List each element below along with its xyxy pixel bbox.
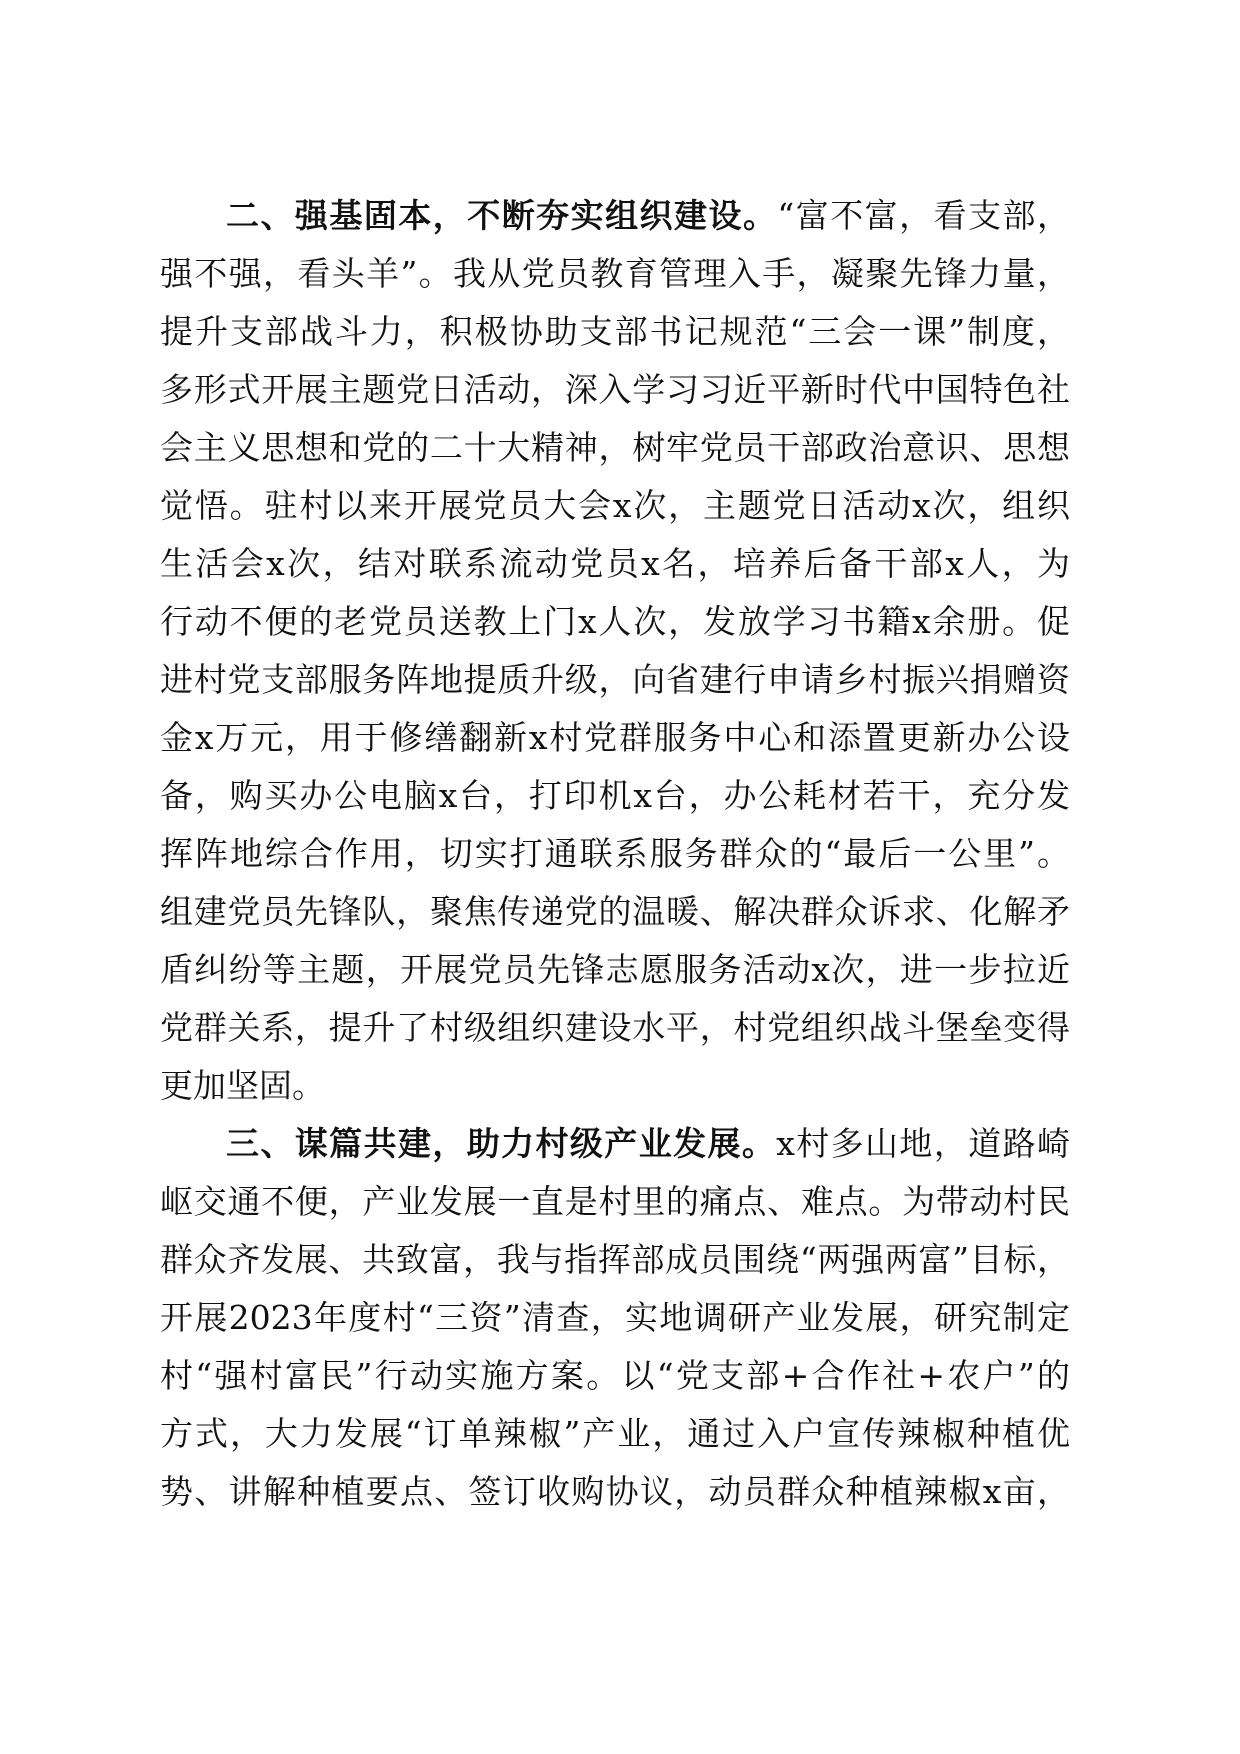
- section3-line: 岖交通不便，产业发展一直是村里的痛点、难点。为带动村民: [160, 1182, 1070, 1221]
- section3-heading: 三、谋篇共建，助力村级产业发展。: [226, 1124, 777, 1163]
- section2-line1-rest: “富不富，看支部，: [777, 196, 1071, 235]
- section2-line: 挥阵地综合作用，切实打通联系服务群众的“最后一公里”。: [160, 834, 1070, 873]
- section2-line: 提升支部战斗力，积极协助支部书记规范“三会一课”制度，: [160, 312, 1070, 351]
- section3-line: 方式，大力发展“订单辣椒”产业，通过入户宣传辣椒种植优: [160, 1414, 1070, 1453]
- section3-line: 开展2023年度村“三资”清查，实地调研产业发展，研究制定: [160, 1298, 1070, 1337]
- section3-line1-rest: x村多山地，道路崎: [776, 1124, 1070, 1163]
- section2-line: 觉悟。驻村以来开展党员大会x次，主题党日活动x次，组织: [160, 486, 1070, 525]
- section2-line: 盾纠纷等主题，开展党员先锋志愿服务活动x次，进一步拉近: [160, 950, 1070, 989]
- section3-line: 村“强村富民”行动实施方案。以“党支部+合作社+农户”的: [160, 1356, 1070, 1395]
- section2-line: 生活会x次，结对联系流动党员x名，培养后备干部x人，为: [160, 544, 1070, 583]
- section2-heading: 二、强基固本，不断夯实组织建设。: [226, 196, 778, 235]
- section2-line: 进村党支部服务阵地提质升级，向省建行申请乡村振兴捐赠资: [160, 660, 1070, 699]
- section2-line: 组建党员先锋队，聚焦传递党的温暖、解决群众诉求、化解矛: [160, 892, 1070, 931]
- section2-line: 行动不便的老党员送教上门x人次，发放学习书籍x余册。促: [160, 602, 1070, 641]
- section2-last-line: 更加坚固。: [160, 1066, 325, 1105]
- section2-line: 备，购买办公电脑x台，打印机x台，办公耗材若干，充分发: [160, 776, 1070, 815]
- section2-line: 会主义思想和党的二十大精神，树牢党员干部政治意识、思想: [160, 428, 1070, 467]
- section2-first-line: [226, 186, 1070, 246]
- section3-line: 势、讲解种植要点、签订收购协议，动员群众种植辣椒x亩，: [160, 1472, 1070, 1511]
- section3-first-line: [226, 1114, 1070, 1174]
- section2-line: 多形式开展主题党日活动，深入学习习近平新时代中国特色社: [160, 370, 1070, 409]
- section2-line: 金x万元，用于修缮翻新x村党群服务中心和添置更新办公设: [160, 718, 1070, 757]
- section2-line: 强不强，看头羊”。我从党员教育管理入手，凝聚先锋力量，: [160, 254, 1070, 293]
- section2-line: 党群关系，提升了村级组织建设水平，村党组织战斗堡垒变得: [160, 1008, 1070, 1047]
- section3-line: 群众齐发展、共致富，我与指挥部成员围绕“两强两富”目标，: [160, 1240, 1070, 1279]
